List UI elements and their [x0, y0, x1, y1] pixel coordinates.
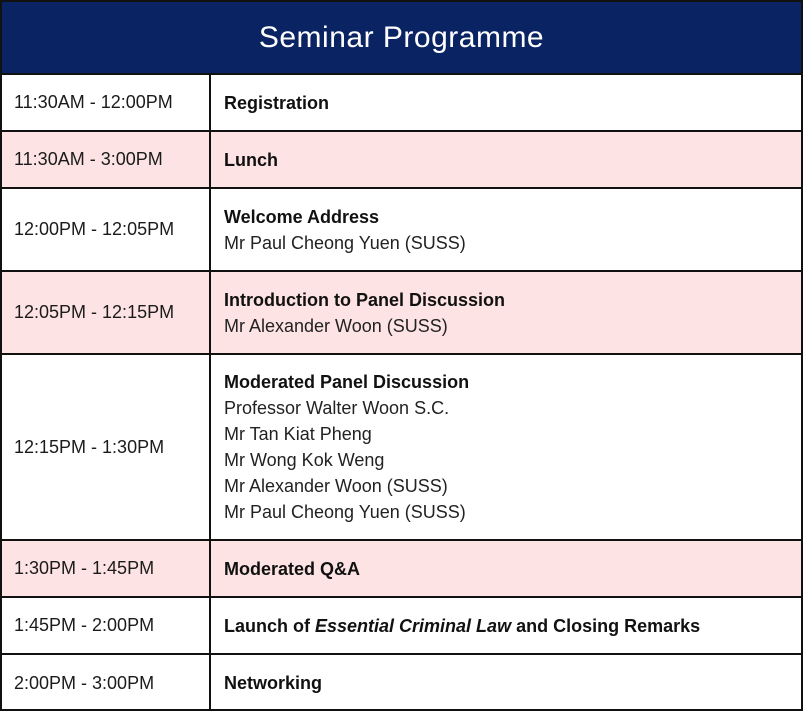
programme-title: Seminar Programme	[2, 2, 801, 75]
event-title: Introduction to Panel Discussion	[224, 289, 506, 310]
time-slot: 1:45PM - 2:00PM	[2, 598, 211, 653]
event-title: Registration	[224, 92, 330, 113]
schedule-row-networking	[2, 655, 801, 711]
event-title-suffix: and Closing Remarks	[511, 615, 701, 636]
time-slot: 12:15PM - 1:30PM	[2, 355, 211, 539]
schedule-row-panel-discussion	[2, 355, 801, 541]
event-cell	[211, 655, 801, 711]
event-cell	[211, 272, 801, 353]
event-title-prefix: Launch of	[224, 615, 315, 636]
speaker-name: Mr Alexander Woon (SUSS)	[224, 476, 448, 496]
schedule-row-qa	[2, 541, 801, 598]
speaker-name: Mr Alexander Woon (SUSS)	[224, 315, 448, 336]
speaker-name: Mr Wong Kok Weng	[224, 450, 385, 470]
event-title: Lunch	[224, 149, 278, 170]
speaker-name: Mr Paul Cheong Yuen (SUSS)	[224, 232, 466, 253]
event-cell	[211, 541, 801, 596]
time-slot: 12:05PM - 12:15PM	[2, 272, 211, 353]
schedule-row-welcome-address	[2, 189, 801, 272]
schedule-row-book-launch	[2, 598, 801, 655]
schedule-row-lunch	[2, 132, 801, 189]
time-slot: 1:30PM - 1:45PM	[2, 541, 211, 596]
book-title: Essential Criminal Law	[315, 615, 512, 636]
schedule-row-registration	[2, 75, 801, 132]
time-slot: 11:30AM - 12:00PM	[2, 75, 211, 130]
time-slot: 11:30AM - 3:00PM	[2, 132, 211, 187]
event-cell	[211, 189, 801, 270]
event-cell	[211, 132, 801, 187]
time-slot: 2:00PM - 3:00PM	[2, 655, 211, 711]
speaker-name: Professor Walter Woon S.C.	[224, 398, 450, 418]
schedule-row-panel-introduction	[2, 272, 801, 355]
speaker-name: Mr Paul Cheong Yuen (SUSS)	[224, 502, 466, 522]
event-title: Welcome Address	[224, 206, 380, 227]
event-title: Networking	[224, 673, 323, 693]
event-title: Moderated Q&A	[224, 558, 361, 579]
event-cell	[211, 355, 801, 539]
event-cell	[211, 75, 801, 130]
event-title: Moderated Panel Discussion	[224, 372, 470, 392]
speaker-name: Mr Tan Kiat Pheng	[224, 424, 372, 444]
event-cell	[211, 598, 801, 653]
time-slot: 12:00PM - 12:05PM	[2, 189, 211, 270]
event-title	[224, 613, 801, 639]
